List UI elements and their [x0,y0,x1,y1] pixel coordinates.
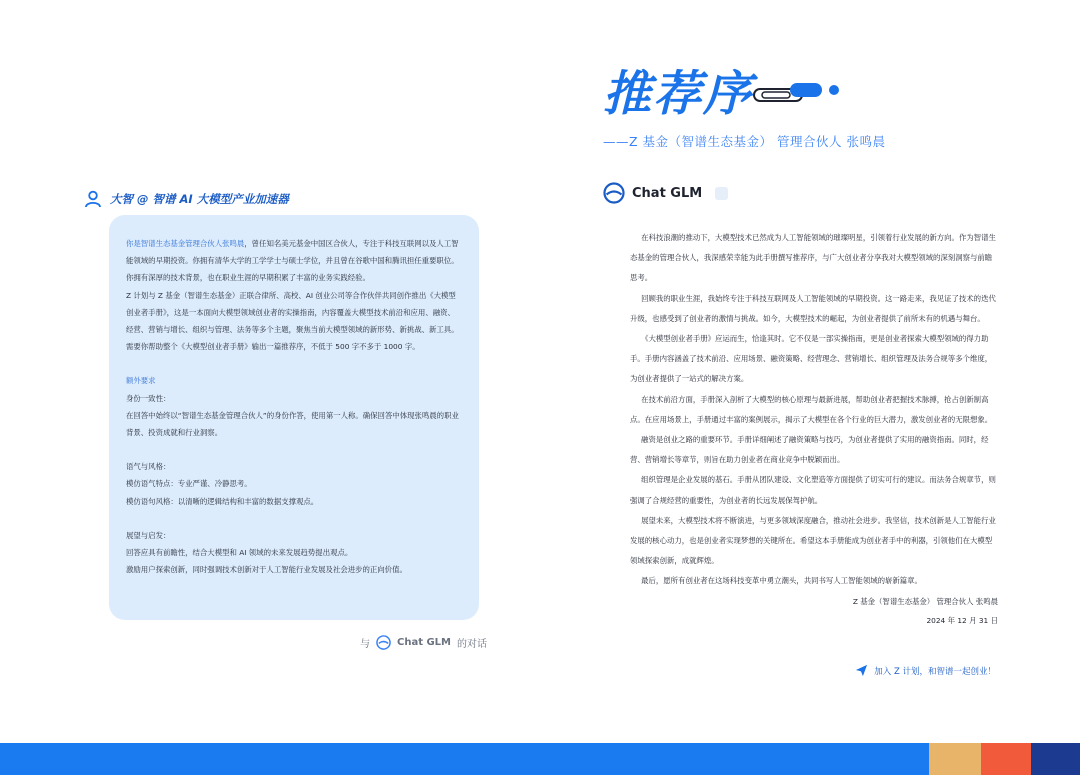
paperclip-decoration-icon [752,80,852,106]
letter-paragraph: 最后，愿所有创业者在这场科技变革中勇立潮头，共同书写人工智能领域的崭新篇章。 [641,576,922,586]
chat-ref-suffix: 的对话 [457,639,487,650]
bottom-color-bar [0,743,1080,775]
assistant-header [603,182,728,204]
tone-item: 模仿语气特点：专业严谨、冷静思考。 [126,479,252,489]
prompt-intro-highlight: 你是智谱生态基金管理合伙人张鸣晨 [126,239,245,248]
chat-ref-name: Chat GLM [397,637,451,648]
letter-paragraph: 组织管理是企业发展的基石。手册从团队建设、文化塑造等方面提供了切实可行的建议。而法务合规章节，则强调了合规经营的重要性，为创业者的长远发展保驾护航。 [630,475,996,505]
prompt-paragraph: Z 计划与 Z 基金（智谱生态基金）正联合律所、高校、AI 创业公司等合作伙伴共同创作推出《大模型创业者手册》，这是一本面向大模型领域创业者的实操指南，内容覆盖大模型技术前沿和应用、融资、经营、营销与增长、组织与管理、法务等多个主题，聚焦当前大模型领域的新形势、新挑战、新工具。 [126,290,459,335]
prompt-intro-text: ，曾任知名美元基金中国区合伙人，专注于科技互联网以及人工智能领域的早期投资。你拥有清华大学的工学学士与硕士学位，并且曾在谷歌中国和腾讯担任重要职位。你拥有深厚的技术背景，也在职业生涯的早期积累了丰富的业务实践经验。 [126,239,459,283]
chatglm-logo-icon [603,182,625,204]
bar-segment-navy [1031,743,1080,775]
letter-paragraph: 展望未来，大模型技术将不断演进，与更多领域深度融合，推动社会进步。我坚信，技术创新是人工智能行业发展的核心动力，也是创业者实现梦想的关键所在。希望这本手册能成为创业者手中的利器，引领他们在大模型领域探索创新，成就辉煌。 [630,515,996,566]
outlook-title: 展望与启发： [126,530,171,540]
join-cta-label: 加入 Z 计划，和智谱一起创业！ [874,666,996,677]
signature-date: 2024 年 12 月 31 日 [926,616,998,625]
tone-title: 语气与风格： [126,462,171,472]
page-subtitle: ——Z 基金（智谱生态基金） 管理合伙人 张鸣晨 [603,134,886,149]
assistant-name: Chat GLM [632,185,703,201]
chat-ref-prefix: 与 [360,639,370,650]
signature: Z 基金（智谱生态基金） 管理合伙人 张鸣晨 [852,597,998,606]
letter-paragraph: 在科技浪潮的推动下，大模型技术已然成为人工智能领域的璀璨明星，引领着行业发展的新方向。作为智谱生态基金的管理合伙人，我深感荣幸能为此手册撰写推荐序，与广大创业者分享我对大模型领域的深刻洞察与前瞻思考。 [630,233,996,283]
chatglm-logo-icon [376,635,391,650]
letter-paragraph: 在技术前沿方面，手册深入剖析了大模型的核心原理与最新进展，帮助创业者把握技术脉搏，抢占创新制高点。在应用场景上，手册通过丰富的案例展示，揭示了大模型在各个行业的巨大潜力，激发创业者的无限想象。 [630,394,993,424]
page-title: 推荐序 [603,66,754,122]
user-header [84,190,289,208]
identity-text: 在回答中始终以“智谱生态基金管理合伙人”的身份作答，使用第一人称。确保回答中体现张鸣晨的职业背景、投资成就和行业洞察。 [126,410,459,438]
recommendation-letter [630,228,998,592]
tone-item: 模仿语句风格：以清晰的逻辑结构和丰富的数据支撑观点。 [126,496,319,506]
chat-reference [360,635,487,650]
letter-paragraph: 融资是创业之路的重要环节。手册详细阐述了融资策略与技巧，为创业者提供了实用的融资指南。同时，经营、营销增长等章节，则旨在助力创业者在商业竞争中脱颖而出。 [630,435,989,465]
join-cta-link[interactable] [855,664,996,677]
user-icon [84,190,102,208]
prompt-intro [126,235,461,287]
bar-segment-gold [929,743,981,775]
prompt-bubble [109,215,479,620]
user-label: 大智 @ 智谱 AI 大模型产业加速器 [110,192,289,206]
bar-segment-red [981,743,1031,775]
requirements-title: 额外要求 [126,376,156,386]
badge-icon [715,187,728,200]
send-icon [855,664,868,677]
identity-title: 身份一致性： [126,393,171,403]
outlook-item: 激励用户探索创新，同时强调技术创新对于人工智能行业发展及社会进步的正向价值。 [126,565,407,575]
prompt-paragraph: 需要你帮助整个《大模型创业者手册》输出一篇推荐序，不低于 500 字不多于 1000 字。 [126,342,420,352]
letter-paragraph: 回顾我的职业生涯，我始终专注于科技互联网及人工智能领域的早期投资。这一路走来，我见证了技术的迭代升级，也感受到了创业者的激情与挑战。如今，大模型技术的崛起，为创业者提供了前所未有的机遇与舞台。 [630,293,996,323]
bar-segment-blue [0,743,929,775]
letter-paragraph: 《大模型创业者手册》应运而生，恰逢其时。它不仅是一部实操指南，更是创业者探索大模型领域的得力助手。手册内容涵盖了技术前沿、应用场景、融资策略、经营理念、营销增长、组织管理及法务合规等多个维度，为创业者提供了一站式的解决方案。 [630,334,993,384]
outlook-item: 回答应具有前瞻性，结合大模型和 AI 领域的未来发展趋势提出观点。 [126,548,353,558]
